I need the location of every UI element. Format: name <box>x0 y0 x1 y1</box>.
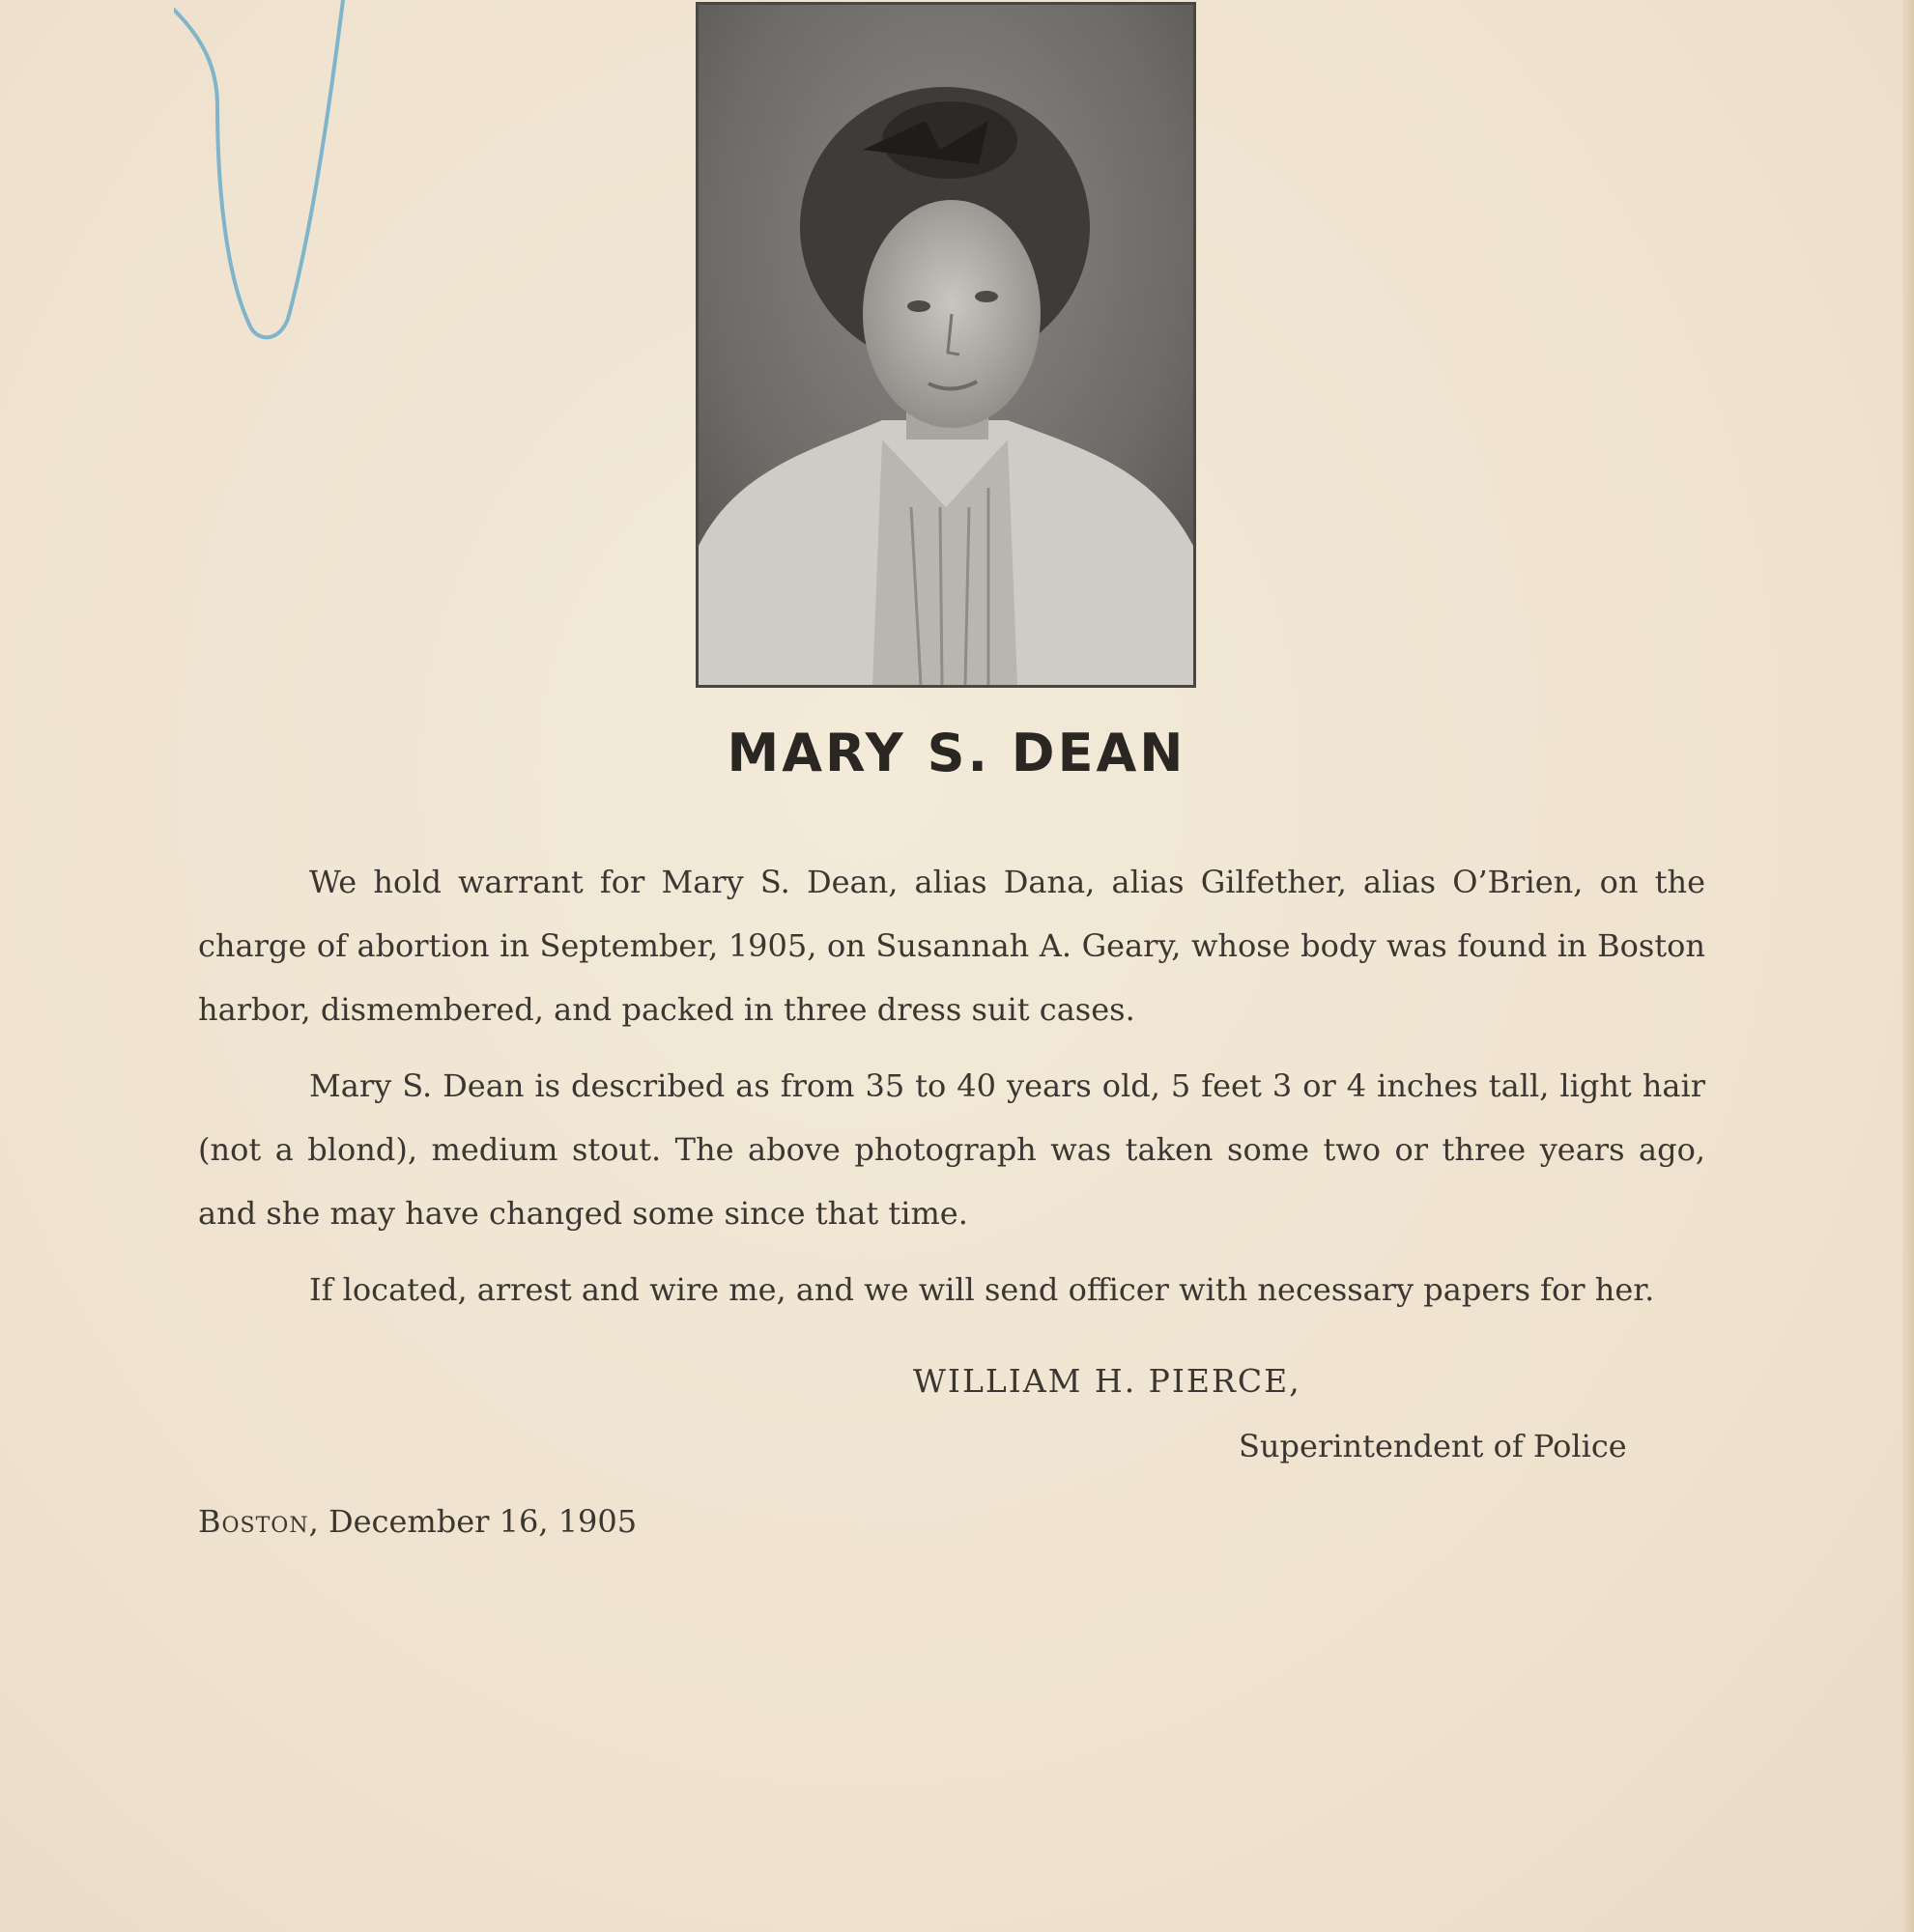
notice-body <box>198 850 1705 1334</box>
description-paragraph: Mary S. Dean is described as from 35 to 40 years old, 5 feet 3 or 4 inches tall, light hair (not a blond), medium stout. The above photograph was taken some two or three years ago, and she may have changed some since that time. <box>198 1067 1705 1232</box>
issue-date: , December 16, 1905 <box>308 1503 638 1540</box>
signer-title: Superintendent of Police <box>1239 1428 1627 1464</box>
place-date <box>198 1503 637 1540</box>
pen-mark-icon <box>174 0 367 348</box>
portrait-photo <box>696 2 1196 688</box>
warrant-paragraph: We hold warrant for Mary S. Dean, alias Dana, alias Gilfether, alias O’Brien, on the charge of abortion in September, 1905, on Susannah A. Geary, whose body was found in Boston harbor, dismembered, and packed in three dress suit cases. <box>198 864 1705 1028</box>
paper-edge <box>1902 0 1914 1932</box>
signer-name: WILLIAM H. PIERCE, <box>913 1362 1301 1400</box>
instruction-paragraph: If located, arrest and wire me, and we will send officer with necessary papers for her. <box>309 1271 1655 1308</box>
page-title: MARY S. DEAN <box>727 723 1186 783</box>
place-name: Boston <box>198 1503 309 1540</box>
